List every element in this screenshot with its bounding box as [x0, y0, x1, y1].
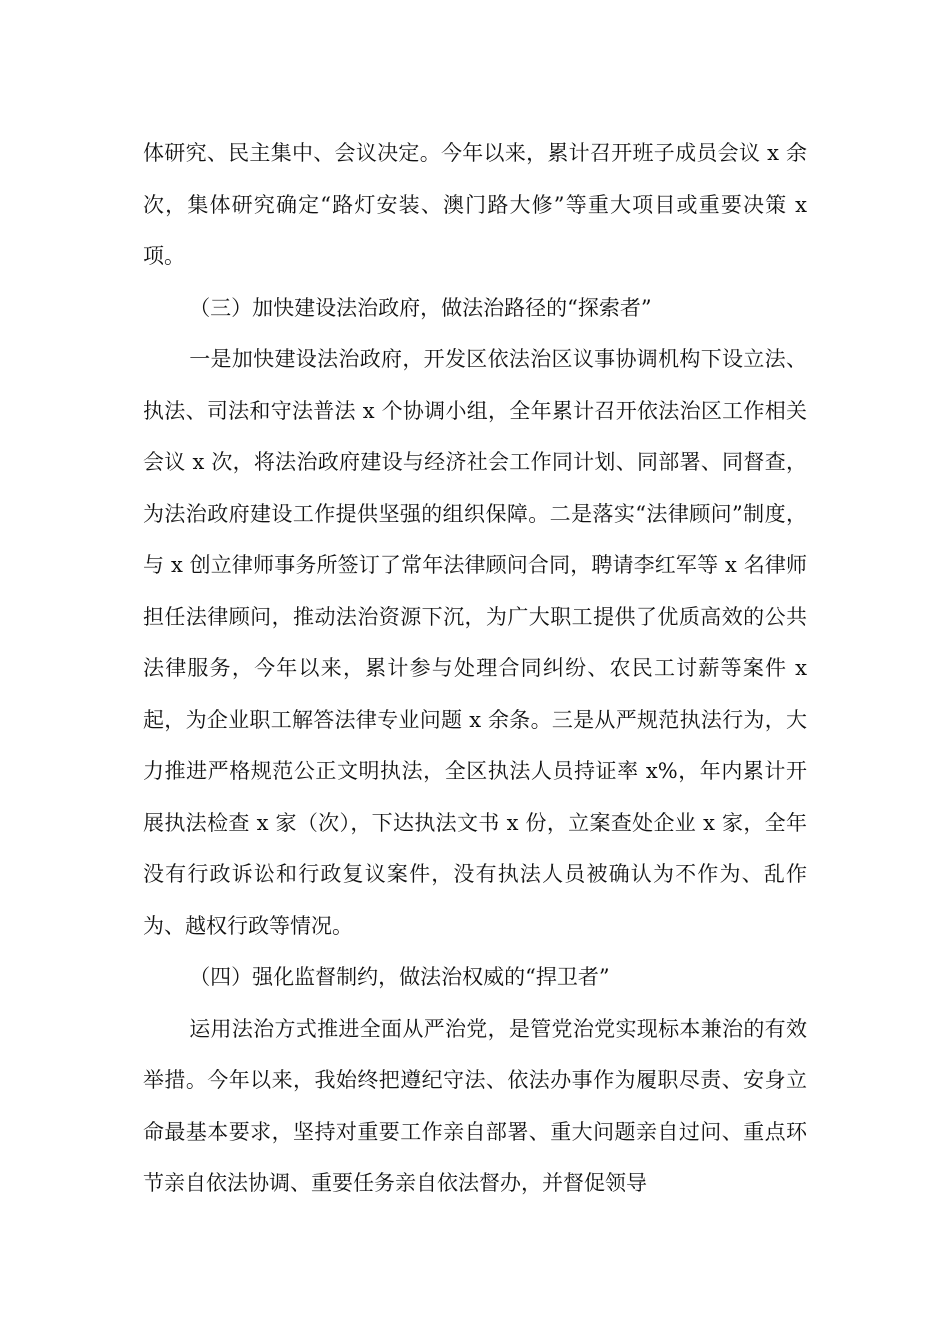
paragraph-continuation: 体研究、民主集中、会议决定。今年以来，累计召开班子成员会议 x 余次，集体研究确定“路灯安装、澳门路大修”等重大项目或重要决策 x 项。: [143, 141, 807, 268]
document-body: [143, 128, 807, 1210]
section-heading-3: （三）加快建设法治政府，做法治路径的“探索者”: [189, 295, 652, 320]
paragraph-supervision: 运用法治方式推进全面从严治党，是管党治党实现标本兼治的有效举措。今年以来，我始终把遵纪守法、依法办事作为履职尽责、安身立命最基本要求，坚持对重要工作亲自部署、重大问题亲自过问、重点环节亲自依法协调、重要任务亲自依法督办，并督促领导: [143, 1016, 807, 1195]
paragraph-rule-of-law-government: 一是加快建设法治政府，开发区依法治区议事协调机构下设立法、执法、司法和守法普法 x 个协调小组，全年累计召开依法治区工作相关会议 x 次，将法治政府建设与经济社会工作同计划、同部署、同督查，为法治政府建设工作提供坚强的组织保障。二是落实“法律顾问”制度，与 x 创立律师事务所签订了常年法律顾问合同，聘请李红军等 x 名律师担任法律顾问，推动法治资源下沉，为广大职工提供了优质高效的公共法律服务，今年以来，累计参与处理合同纠纷、农民工讨薪等案件 x 起，为企业职工解答法律专业问题 x 余条。三是从严规范执法行为，大力推进严格规范公正文明执法，全区执法人员持证率 x%，年内累计开展执法检查 x 家（次），下达执法文书 x 份，立案查处企业 x 家，全年没有行政诉讼和行政复议案件，没有执法人员被确认为不作为、乱作为、越权行政等情况。: [143, 347, 807, 938]
section-heading-4: （四）强化监督制约，做法治权威的“捍卫者”: [189, 965, 610, 989]
